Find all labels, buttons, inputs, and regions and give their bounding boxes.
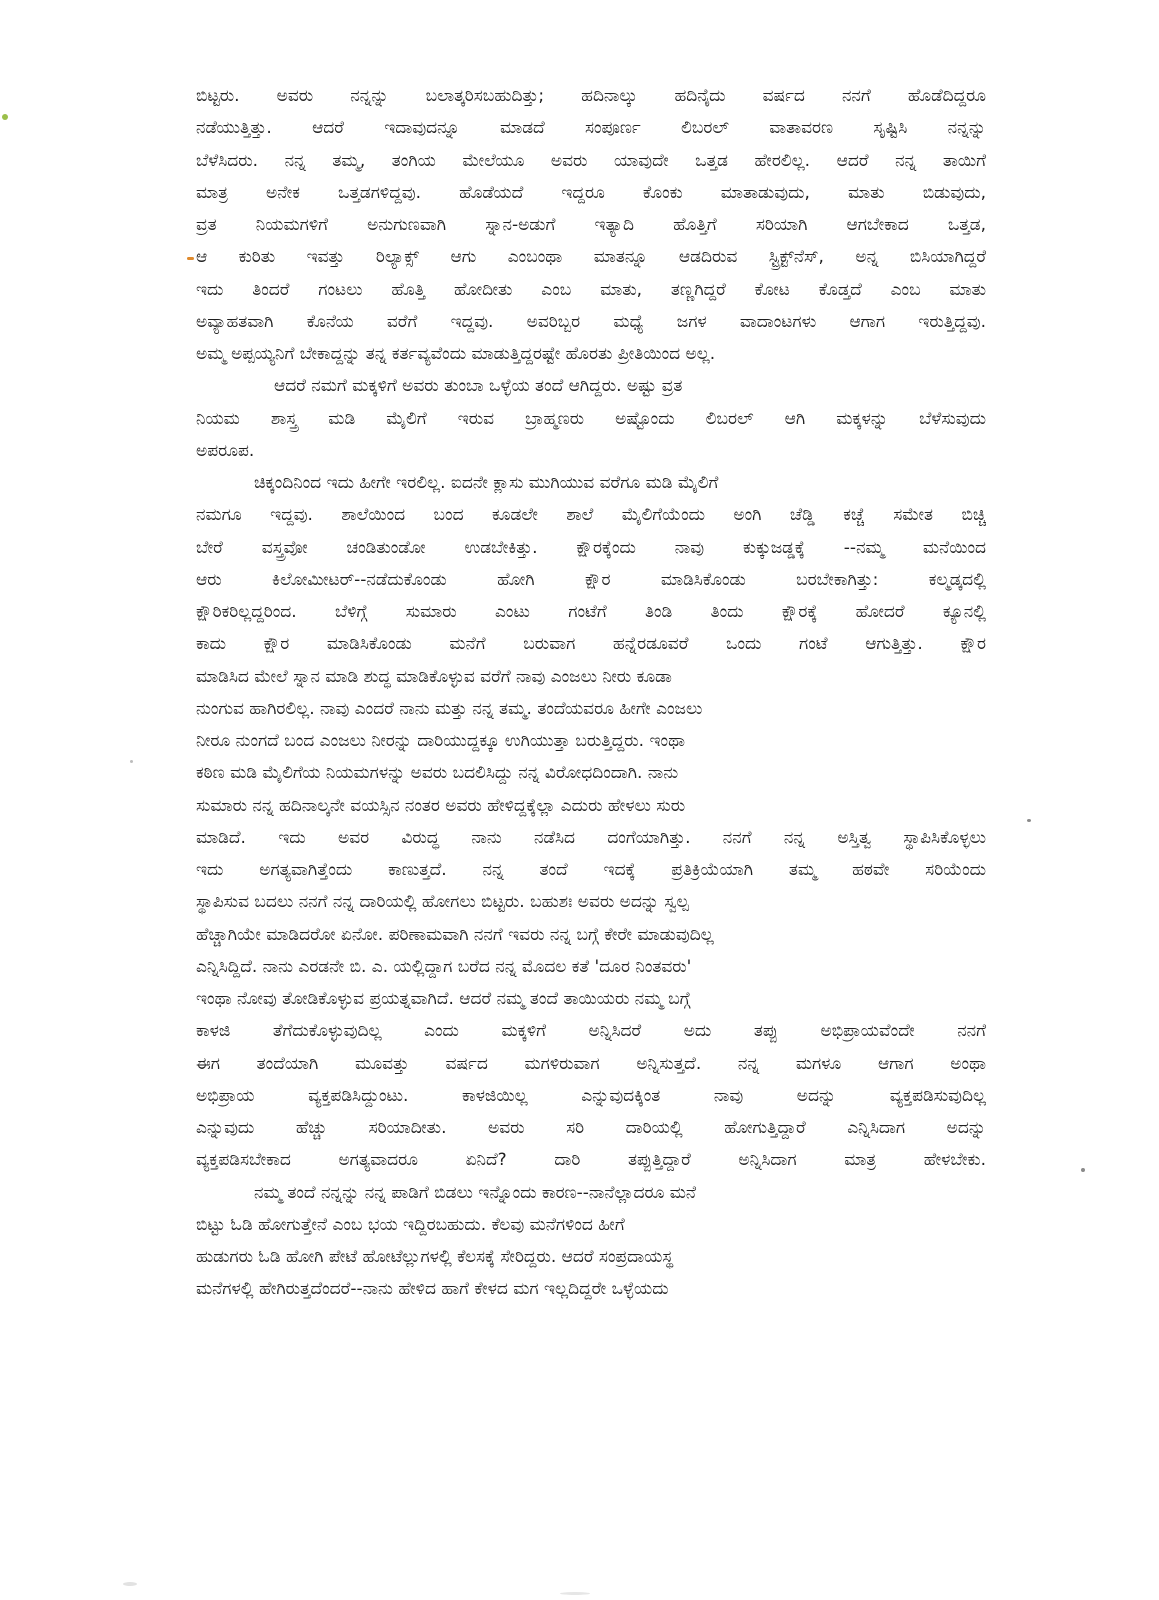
text-line: ಮಾಡಿಸಿದ ಮೇಲೆ ಸ್ನಾನ ಮಾಡಿ ಶುದ್ಧ ಮಾಡಿಕೊಳ್ಳುವ ವರೆಗೆ ನಾವು ಎಂಜಲು ನೀರು ಕೂಡಾ bbox=[196, 666, 672, 687]
text-line: ನಮಗೂ ಇದ್ದವು. ಶಾಲೆಯಿಂದ ಬಂದ ಕೂಡಲೇ ಶಾಲೆ ಮೈಲಿಗೆಯೆಂದು ಅಂಗಿ ಚೆಡ್ಡಿ ಕಚ್ಚೆ ಸಮೇತ ಬಿಚ್ಚಿ bbox=[196, 505, 986, 526]
text-line: ವ್ರತ ನಿಯಮಗಳಿಗೆ ಅನುಗುಣವಾಗಿ ಸ್ನಾನ-ಅಡುಗೆ ಇತ್ಯಾದಿ ಹೊತ್ತಿಗೆ ಸರಿಯಾಗಿ ಆಗಬೇಕಾದ ಒತ್ತಡ, bbox=[196, 215, 986, 235]
text-line: ಕಾಳಜಿ ತೆಗೆದುಕೊಳ್ಳುವುದಿಲ್ಲ ಎಂದು ಮಕ್ಕಳಿಗೆ ಅನ್ನಿಸಿದರೆ ಅದು ತಪ್ಪು ಅಭಿಪ್ರಾಯವೆಂದೇ ನನಗೆ bbox=[196, 1021, 986, 1042]
text-line: ಆ ಕುರಿತು ಇವತ್ತು ರಿಲ್ಯಾಕ್ಸ್ ಆಗು ಎಂಬಂಥಾ ಮಾತನ್ನೂ ಆಡದಿರುವ ಸ್ಟ್ರಿಕ್ಟ್‌ನೆಸ್, ಅನ್ನ ಬಿಸಿಯಾಗಿದ್ದರೆ bbox=[196, 247, 986, 268]
text-line: ಇದು ತಿಂದರೆ ಗಂಟಲು ಹೊತ್ತಿ ಹೋದೀತು ಎಂಬ ಮಾತು, ತಣ್ಣಗಿದ್ದರೆ ಕೋಟ ಕೊಡ್ತದೆ ಎಂಬ ಮಾತು bbox=[196, 279, 986, 300]
text-line: ನಡೆಯುತ್ತಿತ್ತು. ಆದರೆ ಇದಾವುದನ್ನೂ ಮಾಡದೆ ಸಂಪೂರ್ಣ ಲಿಬರಲ್ ವಾತಾವರಣ ಸೃಷ್ಟಿಸಿ ನನ್ನನ್ನು bbox=[196, 118, 986, 139]
text-line: ಕಾದು ಕ್ಷೌರ ಮಾಡಿಸಿಕೊಂಡು ಮನೆಗೆ ಬರುವಾಗ ಹನ್ನೆರಡೂವರೆ ಒಂದು ಗಂಟೆ ಆಗುತ್ತಿತ್ತು. ಕ್ಷೌರ bbox=[196, 634, 986, 655]
text-line: ನೀರೂ ನುಂಗದೆ ಬಂದ ಎಂಜಲು ನೀರನ್ನು ದಾರಿಯುದ್ದಕ್ಕೂ ಉಗಿಯುತ್ತಾ ಬರುತ್ತಿದ್ದರು. ಇಂಥಾ bbox=[196, 731, 686, 751]
text-line: ಮಾತ್ರ ಅನೇಕ ಒತ್ತಡಗಳಿದ್ದವು. ಹೊಡೆಯದೆ ಇದ್ದರೂ ಕೊಂಕು ಮಾತಾಡುವುದು, ಮಾತು ಬಿಡುವುದು, bbox=[196, 182, 986, 203]
text-line: ಎನ್ನುವುದು ಹೆಚ್ಚು ಸರಿಯಾದೀತು. ಅವರು ಸರಿ ದಾರಿಯಲ್ಲಿ ಹೋಗುತ್ತಿದ್ದಾರೆ ಎನ್ನಿಸಿದಾಗ ಅದನ್ನು bbox=[196, 1118, 986, 1138]
dust-speck bbox=[130, 760, 133, 763]
text-line: ಬಿಟ್ಟರು. ಅವರು ನನ್ನನ್ನು ಬಲಾತ್ಕರಿಸಬಹುದಿತ್ತು; ಹದಿನಾಲ್ಕು ಹದಿನೈದು ವರ್ಷದ ನನಗೆ ಹೊಡೆದಿದ್ದರೂ bbox=[196, 86, 986, 106]
text-line: ಆದರೆ ನಮಗೆ ಮಕ್ಕಳಿಗೆ ಅವರು ತುಂಬಾ ಒಳ್ಳೆಯ ತಂದೆ ಆಗಿದ್ದರು. ಅಷ್ಟು ವ್ರತ bbox=[274, 376, 683, 397]
text-line: ಹುಡುಗರು ಓಡಿ ಹೋಗಿ ಪೇಟೆ ಹೋಟೆಲ್ಲುಗಳಲ್ಲಿ ಕೆಲಸಕ್ಕೆ ಸೇರಿದ್ದರು. ಆದರೆ ಸಂಪ್ರದಾಯಸ್ಥ bbox=[196, 1247, 674, 1267]
text-line: ಬೆಳೆಸಿದರು. ನನ್ನ ತಮ್ಮ, ತಂಗಿಯ ಮೇಲೆಯೂ ಅವರು ಯಾವುದೇ ಒತ್ತಡ ಹೇರಲಿಲ್ಲ. ಆದರೆ ನನ್ನ ತಾಯಿಗೆ bbox=[196, 150, 986, 171]
text-line: ಅಮ್ಮ ಅಪ್ಪಯ್ಯನಿಗೆ ಬೇಕಾದ್ದನ್ನು ತನ್ನ ಕರ್ತವ್ಯವೆಂದು ಮಾಡುತ್ತಿದ್ದರಷ್ಟೇ ಹೊರತು ಪ್ರೀತಿಯಿಂದ ಅಲ್ಲ. bbox=[196, 344, 716, 364]
dust-speck bbox=[1027, 819, 1031, 822]
body-text bbox=[196, 80, 986, 1306]
text-line: ಅವ್ಯಾಹತವಾಗಿ ಕೊನೆಯ ವರೆಗೆ ಇದ್ದವು. ಅವರಿಬ್ಬರ ಮಧ್ಯೆ ಜಗಳ ವಾದಾಂಟಗಳು ಆಗಾಗ ಇರುತ್ತಿದ್ದವು. bbox=[196, 311, 986, 332]
text-line: ಇಂಥಾ ನೋವು ತೋಡಿಕೊಳ್ಳುವ ಪ್ರಯತ್ನವಾಗಿದೆ. ಆದರೆ ನಮ್ಮ ತಂದೆ ತಾಯಿಯರು ನಮ್ಮ ಬಗ್ಗೆ bbox=[196, 989, 691, 1009]
text-line: ಆರು ಕಿಲೋಮೀಟರ್--ನಡೆದುಕೊಂಡು ಹೋಗಿ ಕ್ಷೌರ ಮಾಡಿಸಿಕೊಂಡು ಬರಬೇಕಾಗಿತ್ತು: ಕಲ್ಮಡ್ಕದಲ್ಲಿ bbox=[196, 569, 986, 590]
text-line: ಎನ್ನಿಸಿದ್ದಿದೆ. ನಾನು ಎರಡನೇ ಬಿ. ಎ. ಯಲ್ಲಿದ್ದಾಗ ಬರೆದ ನನ್ನ ಮೊದಲ ಕತೆ 'ದೂರ ನಿಂತವರು' bbox=[196, 956, 692, 977]
text-line: ಮಾಡಿದೆ. ಇದು ಅವರ ವಿರುದ್ಧ ನಾನು ನಡೆಸಿದ ದಂಗೆಯಾಗಿತ್ತು. ನನಗೆ ನನ್ನ ಅಸ್ತಿತ್ವ ಸ್ಥಾಪಿಸಿಕೊಳ್ಳಲು bbox=[196, 827, 986, 848]
text-line: ಬಿಟ್ಟು ಓಡಿ ಹೋಗುತ್ತೇನೆ ಎಂಬ ಭಯ ಇದ್ದಿರಬಹುದು. ಕೆಲವು ಮನೆಗಳಿಂದ ಹೀಗೆ bbox=[196, 1214, 625, 1235]
text-line: ಸ್ಥಾಪಿಸುವ ಬದಲು ನನಗೆ ನನ್ನ ದಾರಿಯಲ್ಲಿ ಹೋಗಲು ಬಿಟ್ಟರು. ಬಹುಶಃ ಅವರು ಅದನ್ನು ಸ್ವಲ್ಪ bbox=[196, 892, 689, 913]
text-line: ವ್ಯಕ್ತಪಡಿಸಬೇಕಾದ ಅಗತ್ಯವಾದರೂ ಏನಿದೆ? ದಾರಿ ತಪ್ಪುತ್ತಿದ್ದಾರೆ ಅನ್ನಿಸಿದಾಗ ಮಾತ್ರ ಹೇಳಬೇಕು. bbox=[196, 1150, 986, 1171]
orange-mark bbox=[187, 257, 194, 260]
text-line: ಅಭಿಪ್ರಾಯ ವ್ಯಕ್ತಪಡಿಸಿದ್ದುಂಟು. ಕಾಳಜಿಯಿಲ್ಲ ಎನ್ನುವುದಕ್ಕಿಂತ ನಾವು ಅದನ್ನು ವ್ಯಕ್ತಪಡಿಸುವುದಿಲ್ಲ bbox=[196, 1085, 986, 1106]
dust-speck bbox=[560, 1592, 590, 1595]
text-line: ಈಗ ತಂದೆಯಾಗಿ ಮೂವತ್ತು ವರ್ಷದ ಮಗಳಿರುವಾಗ ಅನ್ನಿಸುತ್ತದೆ. ನನ್ನ ಮಗಳೂ ಆಗಾಗ ಅಂಥಾ bbox=[196, 1053, 986, 1074]
text-line: ಕ್ಷೌರಿಕರಿಲ್ಲದ್ದರಿಂದ. ಬೆಳಿಗ್ಗೆ ಸುಮಾರು ಎಂಟು ಗಂಟೆಗೆ ತಿಂಡಿ ತಿಂದು ಕ್ಷೌರಕ್ಕೆ ಹೋದರೆ ಕ್ಯೂನಲ್ಲಿ bbox=[196, 602, 986, 622]
text-line: ಇದು ಅಗತ್ಯವಾಗಿತ್ತೆಂದು ಕಾಣುತ್ತದೆ. ನನ್ನ ತಂದೆ ಇದಕ್ಕೆ ಪ್ರತಿಕ್ರಿಯೆಯಾಗಿ ತಮ್ಮ ಹಠವೇ ಸರಿಯೆಂದು bbox=[196, 860, 986, 880]
text-line: ಮನೆಗಳಲ್ಲಿ ಹೇಗಿರುತ್ತದೆಂದರೆ--ನಾನು ಹೇಳಿದ ಹಾಗೆ ಕೇಳದ ಮಗ ಇಲ್ಲದಿದ್ದರೇ ಒಳ್ಳೆಯದು bbox=[196, 1279, 669, 1300]
dust-speck bbox=[123, 1582, 137, 1586]
text-line: ಹೆಚ್ಚಾಗಿಯೇ ಮಾಡಿದರೋ ಏನೋ. ಪರಿಣಾಮವಾಗಿ ನನಗೆ ಇವರು ನನ್ನ ಬಗ್ಗೆ ಕೇರೇ ಮಾಡುವುದಿಲ್ಲ bbox=[196, 924, 714, 945]
text-line: ಸುಮಾರು ನನ್ನ ಹದಿನಾಲ್ಕನೇ ವಯಸ್ಸಿನ ನಂತರ ಅವರು ಹೇಳಿದ್ದಕ್ಕೆಲ್ಲಾ ಎದುರು ಹೇಳಲು ಸುರು bbox=[196, 795, 686, 816]
text-line: ಚಿಕ್ಕಂದಿನಿಂದ ಇದು ಹೀಗೇ ಇರಲಿಲ್ಲ. ಐದನೇ ಕ್ಲಾಸು ಮುಗಿಯುವ ವರೆಗೂ ಮಡಿ ಮೈಲಿಗೆ bbox=[254, 473, 719, 493]
text-line: ಅಪರೂಪ. bbox=[196, 440, 255, 461]
text-line: ಕಠಿಣ ಮಡಿ ಮೈಲಿಗೆಯ ನಿಯಮಗಳನ್ನು ಅವರು ಬದಲಿಸಿದ್ದು ನನ್ನ ವಿರೋಧದಿಂದಾಗಿ. ನಾನು bbox=[196, 763, 679, 784]
text-line: ಬೇರೆ ವಸ್ತ್ರವೋ ಚಂಡಿತುಂಡೋ ಉಡಬೇಕಿತ್ತು. ಕ್ಷೌರಕ್ಕೆಂದು ನಾವು ಕುಕ್ಕುಜಡ್ಡಕ್ಕೆ --ನಮ್ಮ ಮನೆಯಿಂದ bbox=[196, 537, 986, 558]
dust-speck bbox=[1081, 1168, 1085, 1172]
text-line: ನಿಯಮ ಶಾಸ್ತ್ರ ಮಡಿ ಮೈಲಿಗೆ ಇರುವ ಬ್ರಾಹ್ಮಣರು ಅಷ್ಟೊಂದು ಲಿಬರಲ್ ಆಗಿ ಮಕ್ಕಳನ್ನು ಬೆಳೆಸುವುದು bbox=[196, 408, 986, 429]
text-line: ನುಂಗುವ ಹಾಗಿರಲಿಲ್ಲ. ನಾವು ಎಂದರೆ ನಾನು ಮತ್ತು ನನ್ನ ತಮ್ಮ. ತಂದೆಯವರೂ ಹೀಗೇ ಎಂಜಲು bbox=[196, 698, 703, 719]
green-speck bbox=[2, 114, 8, 120]
text-line: ನಮ್ಮ ತಂದೆ ನನ್ನನ್ನು ನನ್ನ ಪಾಡಿಗೆ ಬಿಡಲು ಇನ್ನೊಂದು ಕಾರಣ--ನಾನೆಲ್ಲಾದರೂ ಮನೆ bbox=[254, 1182, 697, 1203]
